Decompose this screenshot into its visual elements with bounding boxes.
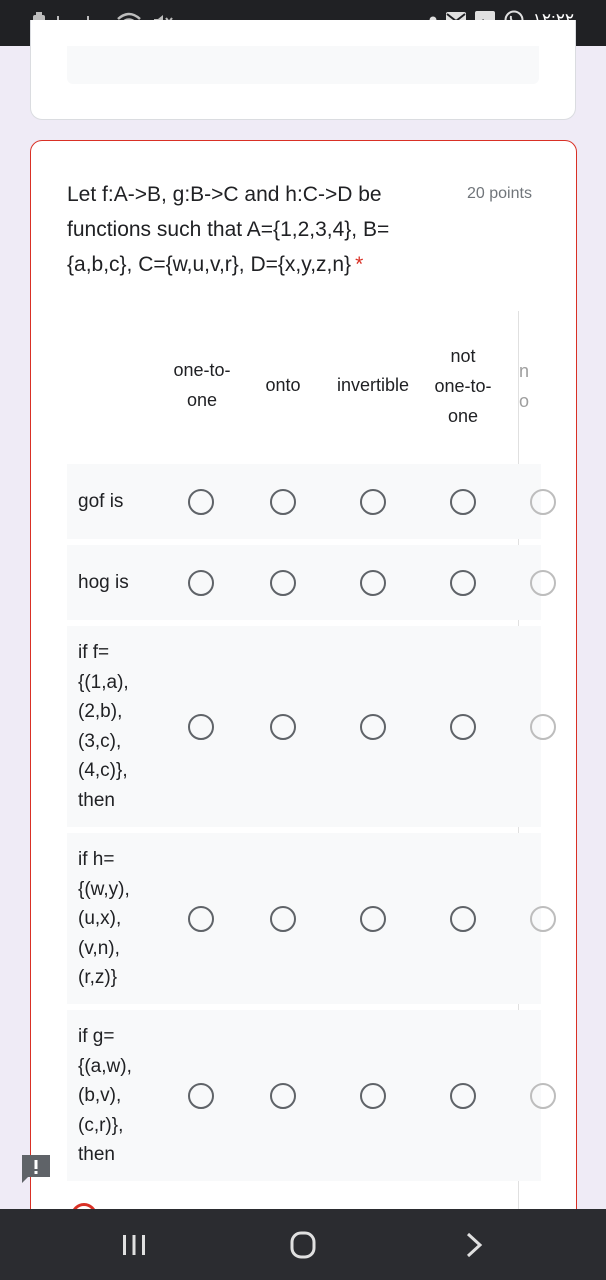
recent-apps-icon[interactable] xyxy=(114,1229,154,1261)
radio-f-invertible[interactable] xyxy=(360,714,386,740)
navigation-bar xyxy=(0,1209,606,1280)
required-asterisk: * xyxy=(355,253,364,276)
radio-g-one-to-one[interactable] xyxy=(188,1083,214,1109)
radio-g-truncated[interactable] xyxy=(530,1083,556,1109)
radio-gof-one-to-one[interactable] xyxy=(188,489,214,515)
column-header-truncated: n o xyxy=(519,361,530,411)
row-label: if h= {(w,y), (u,x), (v,n), (r,z)} xyxy=(78,849,130,988)
radio-g-invertible[interactable] xyxy=(360,1083,386,1109)
radio-f-one-to-one[interactable] xyxy=(188,714,214,740)
radio-hog-onto[interactable] xyxy=(270,570,296,596)
radio-gof-onto[interactable] xyxy=(270,489,296,515)
question-card xyxy=(30,140,577,1280)
radio-hog-truncated[interactable] xyxy=(530,570,556,596)
radio-hog-not-one-to-one[interactable] xyxy=(450,570,476,596)
column-header-invertible: invertible xyxy=(336,375,410,395)
radio-f-truncated[interactable] xyxy=(530,714,556,740)
row-label: if f= {(1,a), (2,b), (3,c), (4,c)}, then xyxy=(78,642,129,811)
grid-row-if-f xyxy=(67,626,541,827)
grid-row-gof xyxy=(67,464,541,539)
column-header-not-one-to-one: not one-to- one xyxy=(434,346,492,426)
previous-answer-fragment xyxy=(67,46,539,84)
radio-g-onto[interactable] xyxy=(270,1083,296,1109)
question-title: Let f:A->B, g:B->C and h:C->D be functions such that A={1,2,3,4}, B={a,b,c}, C={w,u,v,r}, D={x,y,z,n} * xyxy=(67,183,390,276)
previous-question-card xyxy=(30,20,576,120)
radio-hog-one-to-one[interactable] xyxy=(188,570,214,596)
column-header-one-to-one: one-to- one xyxy=(173,360,231,410)
radio-hog-invertible[interactable] xyxy=(360,570,386,596)
radio-h-not-one-to-one[interactable] xyxy=(450,906,476,932)
radio-h-truncated[interactable] xyxy=(530,906,556,932)
row-label: gof is xyxy=(78,491,124,512)
grid-row-hog xyxy=(67,545,541,620)
grid-row-if-g xyxy=(67,1010,541,1181)
row-label: if g= {(a,w), (b,v), (c,r)}, then xyxy=(78,1026,132,1165)
feedback-icon[interactable] xyxy=(20,1153,52,1185)
radio-h-one-to-one[interactable] xyxy=(188,906,214,932)
radio-gof-not-one-to-one[interactable] xyxy=(450,489,476,515)
radio-gof-truncated[interactable] xyxy=(530,489,556,515)
home-icon[interactable] xyxy=(283,1229,323,1261)
radio-g-not-one-to-one[interactable] xyxy=(450,1083,476,1109)
back-icon[interactable] xyxy=(454,1229,494,1261)
column-header-onto: onto xyxy=(265,375,301,395)
radio-gof-invertible[interactable] xyxy=(360,489,386,515)
radio-h-invertible[interactable] xyxy=(360,906,386,932)
points-label: 20 points xyxy=(467,185,532,202)
radio-f-onto[interactable] xyxy=(270,714,296,740)
radio-h-onto[interactable] xyxy=(270,906,296,932)
row-label: hog is xyxy=(78,572,129,593)
radio-f-not-one-to-one[interactable] xyxy=(450,714,476,740)
grid-row-if-h xyxy=(67,833,541,1004)
